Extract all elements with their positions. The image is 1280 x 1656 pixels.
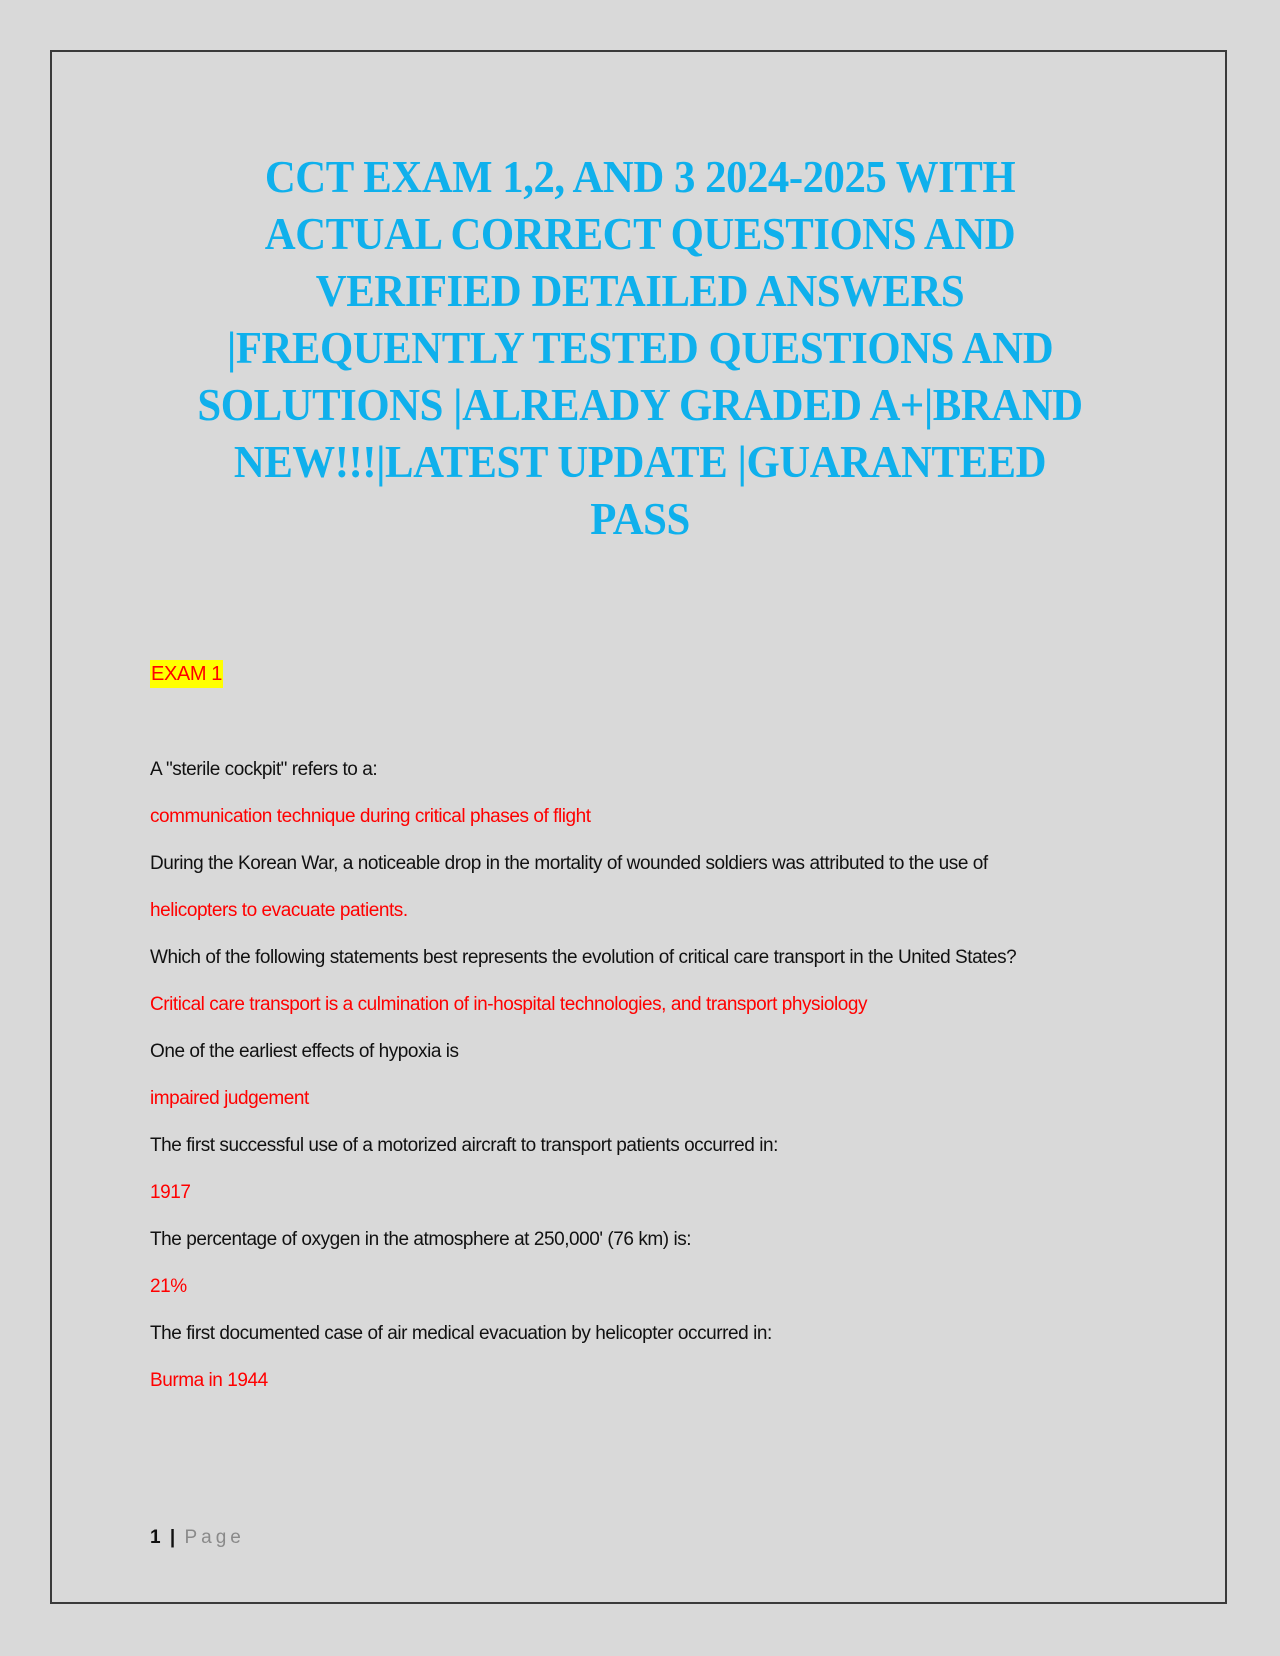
answer-text: impaired judgement [150,1088,309,1109]
question-text: The first successful use of a motorized aircraft to transport patients occurred in: [150,1135,778,1156]
page-footer [150,1524,245,1552]
title-line-2: ACTUAL CORRECT QUESTIONS AND [264,208,1016,259]
qa-item [150,1225,1140,1302]
question-text: During the Korean War, a noticeable drop in the mortality of wounded soldiers was attributed to the use of [150,853,988,874]
document-title [175,148,1105,547]
title-line-4: |FREQUENTLY TESTED QUESTIONS AND [226,322,1054,373]
qa-item [150,1319,1140,1396]
answer-text: Burma in 1944 [150,1370,268,1391]
answer-text: 21% [150,1276,187,1297]
question-text: The first documented case of air medical evacuation by helicopter occurred in: [150,1323,772,1344]
title-line-6: NEW!!!|LATEST UPDATE |GUARANTEED [233,436,1047,487]
answer-text: Critical care transport is a culmination of in-hospital technologies, and transport physiology [150,994,868,1015]
answer-text: communication technique during critical phases of flight [150,806,591,827]
page-number: 1 [150,1527,161,1548]
title-line-5: SOLUTIONS |ALREADY GRADED A+|BRAND [197,379,1083,430]
question-text: One of the earliest effects of hypoxia is [150,1041,459,1062]
answer-text: 1917 [150,1182,191,1203]
footer-separator: | [169,1527,176,1548]
qa-item [150,755,1140,832]
qa-item [150,849,1140,926]
question-text: Which of the following statements best represents the evolution of critical care transport in the United States? [150,947,1017,968]
qa-item [150,1037,1140,1114]
answer-text: helicopters to evacuate patients. [150,900,408,921]
qa-item [150,943,1140,1020]
question-answer-list [150,755,1140,1413]
title-line-7: PASS [590,493,690,544]
qa-item [150,1131,1140,1208]
section-label-exam-1: EXAM 1 [150,660,223,688]
title-line-3: VERIFIED DETAILED ANSWERS [315,265,965,316]
page-label: Page [184,1527,245,1548]
question-text: A "sterile cockpit" refers to a: [150,759,378,780]
title-line-1: CCT EXAM 1,2, AND 3 2024-2025 WITH [264,151,1016,202]
question-text: The percentage of oxygen in the atmosphere at 250,000' (76 km) is: [150,1229,692,1250]
